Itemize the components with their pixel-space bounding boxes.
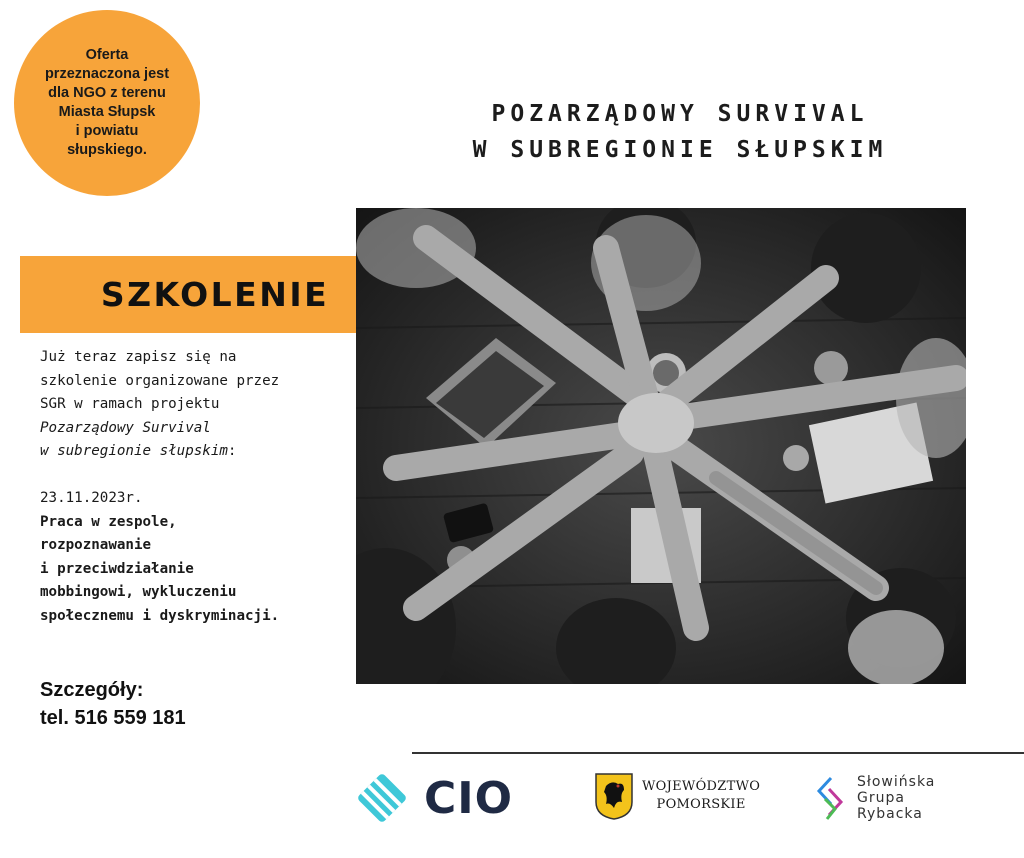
intro-line: szkolenie organizowane przez	[40, 372, 280, 389]
wojewodztwo-line: WOJEWÓDZTWO	[642, 779, 761, 794]
sgr-logo	[815, 774, 935, 822]
badge-line: dla NGO z terenu	[48, 85, 166, 101]
project-name-line	[40, 440, 360, 464]
badge-line: Miasta Słupsk	[58, 104, 156, 120]
wojewodztwo-pomorskie-logo	[594, 772, 760, 820]
event-topic-line: mobbingowi, wykluczeniu	[40, 584, 237, 600]
description	[40, 346, 360, 628]
event-topic-line: Praca w zespole,	[40, 513, 177, 530]
contact-phone[interactable]: tel. 516 559 181	[40, 707, 186, 729]
ngo-badge	[14, 10, 200, 196]
contact-label: Szczegóły:	[40, 679, 144, 701]
intro-line: Już teraz zapisz się na	[40, 349, 237, 365]
griffin-crest-icon	[594, 772, 634, 820]
event-date: 23.11.2023r.	[40, 490, 143, 506]
cio-logo	[354, 770, 513, 826]
event-topic-line: społecznemu i dyskryminacji.	[40, 607, 280, 624]
team-hands-photo	[356, 208, 966, 684]
badge-line: słupskiego.	[67, 142, 147, 158]
sgr-line: Grupa	[857, 790, 905, 806]
spacer	[40, 464, 360, 488]
sgr-text	[857, 774, 935, 822]
wojewodztwo-text	[642, 778, 760, 814]
badge-line: i powiatu	[75, 123, 139, 139]
footer-divider	[412, 752, 1024, 754]
title-line-1: POZARZĄDOWY SURVIVAL	[491, 101, 869, 127]
project-name-line: Pozarządowy Survival	[40, 419, 211, 436]
sgr-line: Rybacka	[857, 806, 923, 822]
contact-details	[40, 676, 186, 732]
badge-line: przeznaczona jest	[44, 66, 170, 82]
cio-wordmark: CIO	[424, 772, 514, 824]
sgr-chevrons-icon	[815, 775, 845, 821]
page-title	[440, 96, 920, 168]
banner-label: SZKOLENIE	[100, 275, 330, 314]
event-topic-line: rozpoznawanie	[40, 537, 152, 553]
badge-text	[32, 46, 182, 160]
badge-line: Oferta	[85, 47, 129, 63]
cio-mark-icon	[354, 770, 410, 826]
sgr-line: Słowińska	[857, 774, 936, 790]
training-banner	[20, 256, 410, 333]
colon-text: :	[227, 443, 237, 459]
project-name-text: w subregionie słupskim	[40, 443, 228, 459]
title-line-2: W SUBREGIONIE SŁUPSKIM	[472, 137, 888, 163]
wojewodztwo-line: POMORSKIE	[656, 797, 746, 812]
event-topic-line: i przeciwdziałanie	[40, 560, 194, 577]
intro-line: SGR w ramach projektu	[40, 396, 220, 412]
team-hands-illustration	[356, 208, 966, 684]
